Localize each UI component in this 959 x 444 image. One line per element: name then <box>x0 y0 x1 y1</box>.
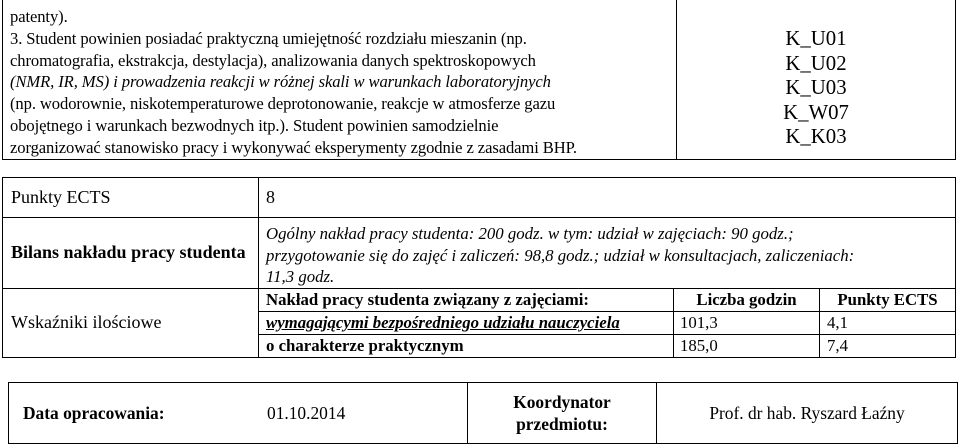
workload-line-2: przygotowanie się do zajęć i zaliczeń: 98,8 godz.; udział w konsultacjach, zaliczeniach: <box>266 245 855 265</box>
quantitative-indicators <box>259 288 956 357</box>
table-row <box>259 334 955 357</box>
outcome-codes <box>677 0 956 160</box>
workload-line-1: Ogólny nakład pracy studenta: 200 godz. w tym: udział w zajęciach: 90 godz.; <box>266 224 794 243</box>
outcome-code: K_W07 <box>783 100 849 124</box>
date-label: Data opracowania: <box>9 383 252 444</box>
outcome-code: K_K03 <box>785 125 847 149</box>
indicators-header-row <box>259 289 955 312</box>
workload-balance-label: Bilans nakładu pracy studenta <box>3 218 259 289</box>
coordinator-value <box>657 383 958 444</box>
desc-line-5: obojętnego i warunkach bezwodnych itp.). Student powinien samodzielnie <box>10 115 499 135</box>
ects-value: 8 <box>259 178 956 218</box>
indicators-header-hours: Liczba godzin <box>674 289 820 312</box>
ects-table <box>2 177 956 358</box>
desc-line-0: patenty). <box>10 7 68 26</box>
outcome-code: K_U01 <box>785 27 847 50</box>
coordinator-label: Koordynator przedmiotu: <box>468 383 657 444</box>
indicator-name: wymagającymi bezpośredniego udziału nauczyciela <box>259 311 674 334</box>
indicator-hours: 185,0 <box>674 334 820 357</box>
outcome-code: K_U03 <box>785 76 847 100</box>
ects-label: Punkty ECTS <box>3 178 259 218</box>
table-row <box>259 311 955 334</box>
date-value: 01.10.2014 <box>251 383 468 444</box>
desc-line-2: chromatografia, ekstrakcja, destylacja), analizowania danych spektroskopowych <box>10 50 536 70</box>
indicators-header-workload: Nakład pracy studenta związany z zajęciami: <box>266 290 589 310</box>
outcome-code: K_U02 <box>785 51 847 75</box>
quantitative-indicators-label: Wskaźniki ilościowe <box>3 288 259 357</box>
learning-outcome-description <box>3 0 677 160</box>
indicators-table <box>259 289 955 357</box>
indicator-hours: 101,3 <box>674 311 820 334</box>
indicator-ects: 7,4 <box>820 334 956 357</box>
desc-line-3: (NMR, IR, MS) i prowadzenia reakcji w różnej skali w warunkach laboratoryjnych <box>10 72 551 92</box>
coordinator-name: Prof. dr hab. Ryszard Łaźny <box>709 402 905 423</box>
desc-line-1: 3. Student powinien posiadać praktyczną umiejętność rozdziału mieszanin (np. <box>10 28 527 48</box>
desc-line-4: (np. wodorownie, niskotemperaturowe deprotonowanie, reakcje w atmosferze gazu <box>10 94 556 114</box>
learning-outcomes-table <box>2 0 956 160</box>
workload-balance-value <box>259 218 956 289</box>
desc-line-6: zorganizować stanowisko pracy i wykonywać eksperymenty zgodnie z zasadami BHP. <box>10 137 577 157</box>
indicator-ects: 4,1 <box>820 311 956 334</box>
workload-line-3: 11,3 godz. <box>266 267 335 287</box>
indicator-name: o charakterze praktycznym <box>259 334 674 357</box>
indicators-header-ects: Punkty ECTS <box>820 289 956 312</box>
document-footer-table <box>8 382 958 444</box>
